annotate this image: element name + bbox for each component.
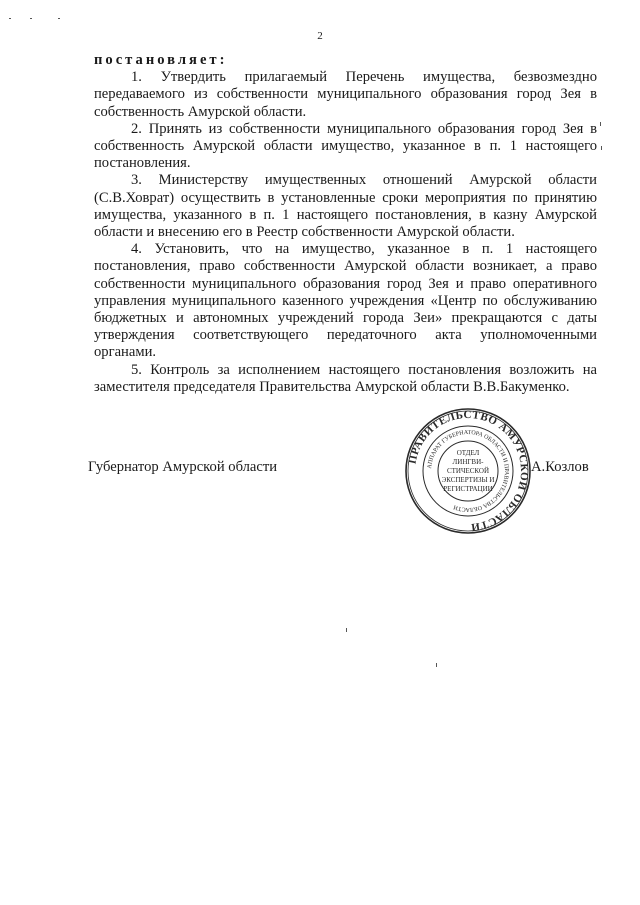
scan-speck: [600, 122, 601, 126]
signatory-position: Губернатор Амурской области: [88, 459, 278, 475]
paragraph-4: 4. Установить, что на имущество, указанное в п. 1 настоящего постановления, право собственности Амурской области возникает, а право собственности муниципального образования город Зея и право оперативного управления муниципального казенного учреждения «Центр по обслуживанию бюджетных и автономных учреждений города Зеи» прекращаются с даты утверждения соответствующего передаточного акта уполномоченными органами.: [94, 241, 597, 361]
page-number: 2: [317, 30, 323, 42]
scan-speck: [9, 18, 11, 19]
signatory-name: А.Козлов: [531, 459, 589, 475]
scan-speck: [601, 146, 602, 150]
scan-speck: [30, 18, 32, 19]
document-body: [94, 52, 597, 396]
seal-center-line: ЛИНГВИ-: [452, 458, 484, 466]
seal-outer-text: ПРАВИТЕЛЬСТВО АМУРСКОЙ ОБЛАСТИ: [406, 408, 531, 534]
scan-speck: [58, 18, 60, 19]
paragraph-1: 1. Утвердить прилагаемый Перечень имущества, безвозмездно передаваемого из собственности муниципального образования город Зея в собственность Амурской области.: [94, 69, 597, 120]
seal-center-line: ОТДЕЛ: [456, 449, 480, 457]
paragraph-5: 5. Контроль за исполнением настоящего постановления возложить на заместителя председателя Правительства Амурской области В.В.Бакуменко.: [94, 361, 597, 395]
official-seal-stamp: [404, 407, 532, 535]
seal-inner-text: АППАРАТ ГУБЕРНАТОРА ОБЛАСТИ И ПРАВИТЕЛЬСТВА ОБЛАСТИ: [427, 429, 510, 513]
scan-speck: [436, 663, 437, 667]
decree-word: постановляет:: [94, 52, 228, 68]
seal-center-text: [442, 449, 495, 493]
seal-center-line: СТИЧЕСКОЙ: [446, 467, 490, 475]
paragraph-2: 2. Принять из собственности муниципального образования город Зея в собственность Амурской области имущество, указанное в п. 1 настоящего постановления.: [94, 120, 597, 172]
scan-speck: [346, 628, 347, 632]
paragraph-3: 3. Министерству имущественных отношений Амурской области (С.В.Ховрат) осуществить в установленные сроки мероприятия по принятию имущества, указанного в п. 1 настоящего постановления, в казну Амурской области и внесению его в Реестр собственности Амурской области.: [94, 172, 597, 241]
seal-center-line: РЕГИСТРАЦИИ: [443, 485, 493, 493]
seal-center-line: ЭКСПЕРТИЗЫ И: [441, 476, 495, 484]
